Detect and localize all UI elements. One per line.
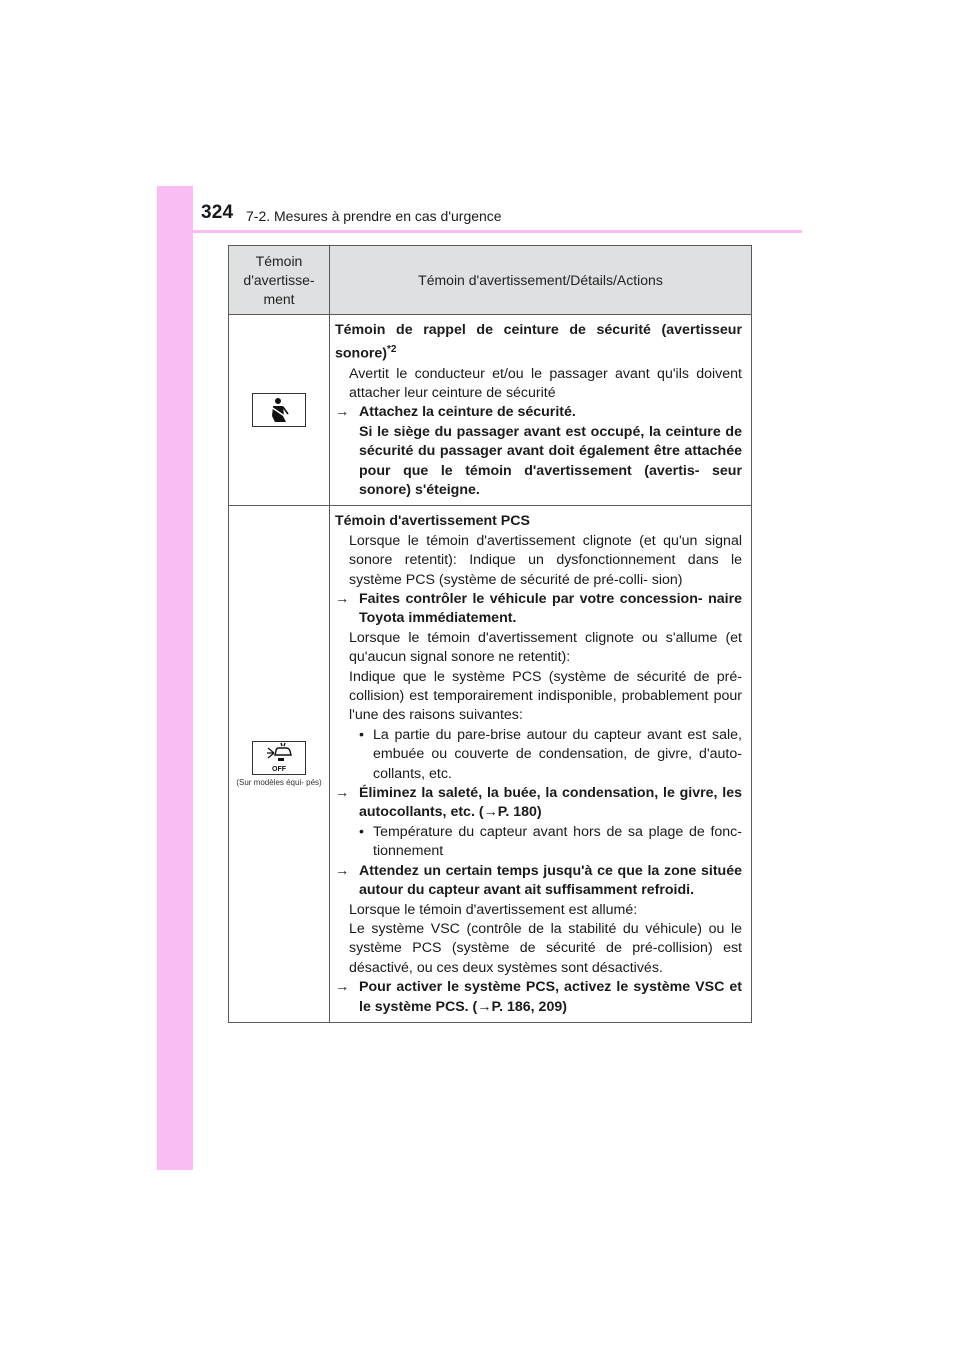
table-header-row [229,246,752,315]
page-reference[interactable]: P. 186, 209) [491,998,567,1015]
warning-lights-table [228,245,752,1023]
arrow-icon: → [335,591,350,608]
table-row [229,315,752,506]
arrow-icon: → [483,804,498,821]
pcs-off-icon [252,741,306,775]
arrow-icon: → [335,979,350,996]
action-detail: Si le siège du passager avant est occupé, la ceinture de sécurité du passager avant doit également être attachée pour que le témoin d'avertissement (avertis- seur sonore) s'éteigne. [359,423,742,498]
light-description: Avertit le conducteur et/ou le passager avant qu'ils doivent attacher leur ceinture de sécurité [349,365,742,401]
table-row [229,506,752,1023]
list-item: • La partie du pare-brise autour du capteur avant est sale, embuée ou couverte de condensation, de givre, d'auto- collants, etc. [359,726,742,782]
pcs-off-label: OFF [272,765,286,773]
column-header-details: Témoin d'avertissement/Détails/Actions [330,246,752,315]
arrow-icon: → [335,862,350,879]
side-tab-band [157,186,193,1170]
arrow-icon: → [335,785,350,802]
equipped-models-note: (Sur modèles équi- pés) [236,777,322,787]
column-header-light: Témoin d'avertisse- ment [229,246,330,315]
section-title: 7-2. Mesures à prendre en cas d'urgence [246,208,502,224]
icon-cell [229,506,330,1023]
page-reference[interactable]: P. 180) [497,804,542,821]
light-description: Lorsque le témoin d'avertissement clignote ou s'allume (et qu'aucun signal sonore ne retentit): [349,629,742,666]
light-description: Indique que le système PCS (système de sécurité de pré- collision) est temporairement indisponible, probablement pour l'une des raisons suivantes: [349,668,742,724]
light-description: Le système VSC (contrôle de la stabilité du véhicule) ou le système PCS (système de sécurité de pré-collision) est désactivé, ou ces deux systèmes sont désactivés. [349,920,742,976]
light-title: Témoin d'avertissement PCS [335,513,530,530]
arrow-icon: → [477,998,492,1015]
light-description: Lorsque le témoin d'avertissement est allumé: [349,901,638,918]
action-step: → Éliminez la saleté, la buée, la condensation, le givre, les autocollants, etc. (→P. 180) [335,785,742,821]
header-rule [157,230,802,233]
details-cell [330,506,752,1023]
action-step: → Faites contrôler le véhicule par votre concession- naire Toyota immédiatement. [335,591,742,627]
bullet-icon: • [359,823,364,840]
light-title: Témoin de rappel de ceinture de sécurité (avertisseur sonore)$^{*2}$ [335,322,742,363]
page-number: 324 [201,202,234,223]
action-step: → Pour activer le système PCS, activez le système VSC et le système PCS. (→P. 186, 209) [335,979,742,1015]
arrow-icon: → [335,404,350,421]
details-cell [330,315,752,506]
action-step: → Attachez la ceinture de sécurité. [335,403,742,422]
bullet-icon: • [359,726,364,743]
icon-cell [229,315,330,506]
seatbelt-reminder-icon [252,393,306,427]
action-step: → Attendez un certain temps jusqu'à ce que la zone située autour du capteur avant ait suffisamment refroidi. [335,862,742,899]
light-description: Lorsque le témoin d'avertissement clignote (et qu'un signal sonore retentit): Indique un dysfonctionnement dans le système PCS (système de sécurité de pré-colli- sion) [349,532,742,588]
list-item: • Température du capteur avant hors de sa plage de fonc- tionnement [359,823,742,860]
